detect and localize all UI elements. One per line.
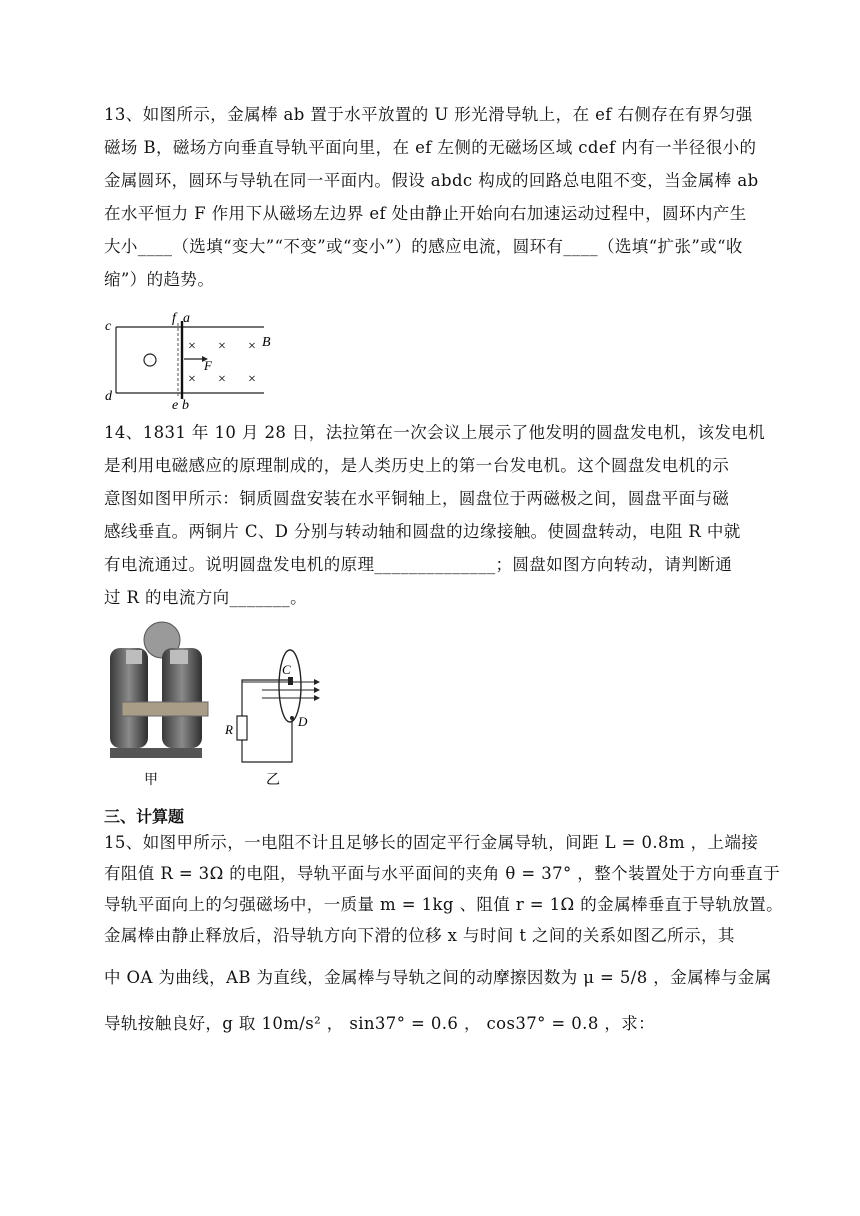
iron-bar — [122, 702, 208, 716]
left-pole-block — [126, 650, 142, 664]
field-cross: × — [248, 339, 256, 354]
q14-line-5: 有电流通过。说明圆盘发电机的原理______________；圆盘如图方向转动，请判断通 — [104, 555, 733, 574]
label-jia: 甲 — [144, 773, 158, 788]
metal-ring — [144, 354, 156, 366]
field-cross: × — [218, 372, 226, 387]
q13-line-1: 13、如图所示，金属棒 ab 置于水平放置的 U 形光滑导轨上，在 ef 右侧存在有界匀强 — [104, 105, 753, 124]
q15-line-5: 中 OA 为曲线，AB 为直线，金属棒与导轨之间的动摩擦因数为 μ = 5/8 ，金属棒与金属 — [104, 968, 772, 987]
right-pole-block — [170, 650, 188, 664]
q14-line-4: 感线垂直。两铜片 C、D 分别与转动轴和圆盘的边缘接触。使圆盘转动，电阻 R 中就 — [104, 522, 741, 541]
label-R: R — [225, 722, 233, 737]
field-cross: × — [188, 372, 196, 387]
base — [110, 748, 202, 758]
q13-rail-diagram — [100, 308, 290, 412]
field-arrowhead — [314, 695, 320, 701]
label-D: D — [298, 714, 308, 729]
q15-line-4: 金属棒由静止释放后，沿导轨方向下滑的位移 x 与时间 t 之间的关系如图乙所示，其 — [104, 926, 735, 945]
contact-D — [290, 716, 294, 720]
section-heading: 三、计算题 — [104, 807, 185, 826]
label-e: e — [172, 398, 179, 412]
q13-line-6: 缩”）的趋势。 — [104, 270, 215, 289]
label-c: c — [105, 319, 112, 334]
label-F: F — [204, 358, 212, 373]
q13-line-3: 金属圆环，圆环与导轨在同一平面内。假设 abdc 构成的回路总电阻不变，当金属棒 ab — [104, 171, 759, 190]
field-cross: × — [188, 339, 196, 354]
q14-line-3: 意图如图甲所示：铜质圆盘安装在水平铜轴上，圆盘位于两磁极之间，圆盘平面与磁 — [104, 489, 730, 508]
q13-line-4: 在水平恒力 F 作用下从磁场左边界 ef 处由静止开始向右加速运动过程中，圆环内产生 — [104, 204, 747, 223]
q15-line-6: 导轨按触良好，g 取 10m/s² ， sin37° = 0.6 ， cos37° = 0.8 ，求： — [104, 1014, 656, 1033]
question-15 — [104, 826, 784, 1047]
label-d: d — [105, 389, 112, 404]
label-b: b — [182, 398, 189, 412]
q15-line-1: 15、如图甲所示，一电阻不计且足够长的固定平行金属导轨，间距 L = 0.8m ，上端接 — [104, 833, 759, 852]
label-yi: 乙 — [266, 773, 280, 788]
disc-generator-photo — [100, 620, 220, 790]
brush-C — [288, 677, 293, 685]
q14-line-6: 过 R 的电流方向_______。 — [104, 588, 307, 607]
label-B: B — [262, 335, 271, 350]
field-arrowhead — [314, 687, 320, 693]
field-arrowhead — [314, 679, 320, 685]
q15-line-3: 导轨平面向上的匀强磁场中，一质量 m = 1kg 、阻值 r = 1Ω 的金属棒垂直于导轨放置。 — [104, 895, 784, 914]
q15-line-2: 有阻值 R = 3Ω 的电阻，导轨平面与水平面间的夹角 θ = 37° ，整个装置处于方向垂直于 — [104, 864, 781, 883]
q13-line-5: 大小____（选填“变大”“不变”或“变小”）的感应电流，圆环有____（选填“扩张”或“收 — [104, 237, 743, 256]
q14-line-2: 是利用电磁感应的原理制成的，是人类历史上的第一台发电机。这个圆盘发电机的示 — [104, 456, 730, 475]
field-cross: × — [248, 372, 256, 387]
label-a: a — [183, 311, 190, 326]
q14-line-1: 14、1831 年 10 月 28 日，法拉第在一次会议上展示了他发明的圆盘发电机，该发电机 — [104, 423, 766, 442]
resistor-R — [237, 716, 247, 740]
q13-line-2: 磁场 B，磁场方向垂直导轨平面向里，在 ef 左侧的无磁场区域 cdef 内有一半径很小的 — [104, 138, 757, 157]
question-13 — [104, 98, 764, 296]
label-f: f — [172, 311, 176, 326]
disc-generator-circuit — [222, 640, 332, 790]
disc-ring — [279, 650, 301, 722]
question-14 — [104, 416, 764, 614]
label-C: C — [282, 662, 291, 677]
wire-bottom — [242, 720, 292, 762]
field-cross: × — [218, 339, 226, 354]
